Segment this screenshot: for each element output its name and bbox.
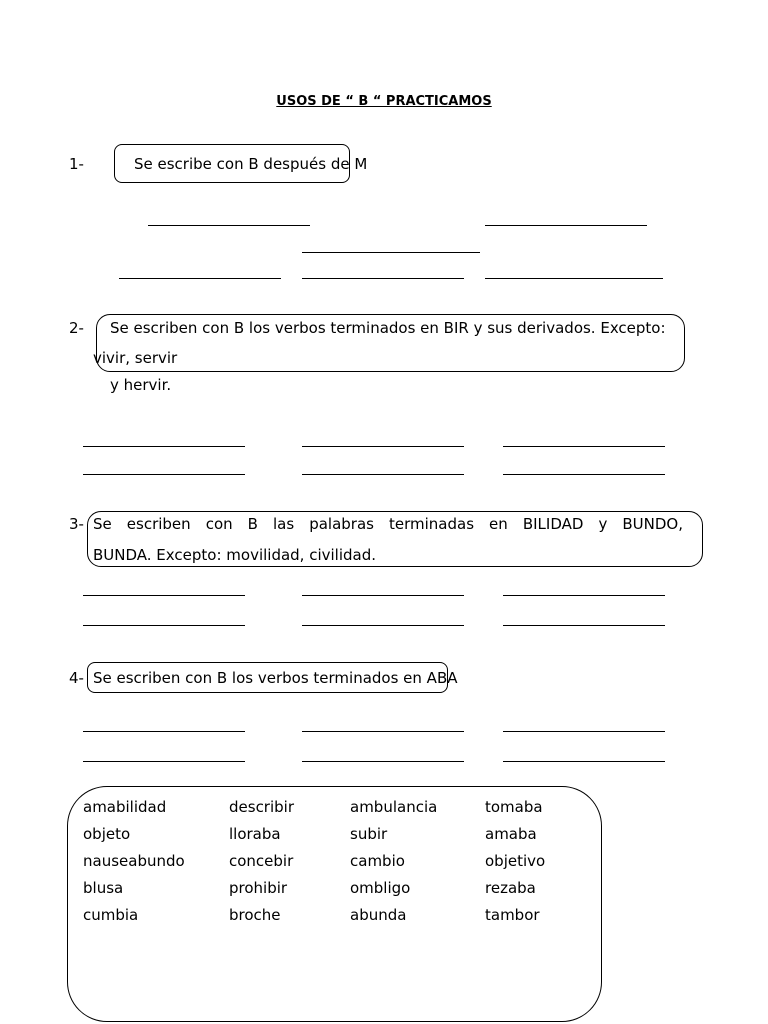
word-bank-word: abunda <box>350 906 407 924</box>
answer-line[interactable] <box>302 595 464 596</box>
section-3-rule-line-2: BUNDA. Excepto: movilidad, civilidad. <box>93 546 377 564</box>
word-bank-word: amaba <box>485 825 537 843</box>
section-2-rule-line-3: y hervir. <box>110 376 172 394</box>
word-bank-word: describir <box>229 798 295 816</box>
word-bank-word: tomaba <box>485 798 543 816</box>
section-2-rule-line-2: vivir, servir <box>93 349 178 367</box>
answer-line[interactable] <box>302 761 464 762</box>
answer-line[interactable] <box>302 474 464 475</box>
page-title: USOS DE “ B “ PRACTICAMOS <box>276 94 492 109</box>
section-3-rule-line-1: Se escriben con B las palabras terminadas en BILIDAD y BUNDO, <box>93 515 683 533</box>
answer-line[interactable] <box>83 595 245 596</box>
word-bank-word: cumbia <box>83 906 139 924</box>
word-bank-word: prohibir <box>229 879 288 897</box>
word-bank-word: objeto <box>83 825 131 843</box>
answer-line[interactable] <box>83 474 245 475</box>
answer-line[interactable] <box>503 474 665 475</box>
answer-line[interactable] <box>83 446 245 447</box>
word-bank-word: ambulancia <box>350 798 438 816</box>
answer-line[interactable] <box>485 225 647 226</box>
answer-line[interactable] <box>302 278 464 279</box>
answer-line[interactable] <box>83 761 245 762</box>
answer-line[interactable] <box>83 625 245 626</box>
answer-line[interactable] <box>148 225 310 226</box>
word-bank-word: ombligo <box>350 879 411 897</box>
answer-line[interactable] <box>302 446 464 447</box>
word-bank-word: rezaba <box>485 879 536 897</box>
word-bank-word: tambor <box>485 906 540 924</box>
word-bank-box <box>67 786 602 1022</box>
answer-line[interactable] <box>119 278 281 279</box>
answer-line[interactable] <box>302 252 480 253</box>
word-bank-word: nauseabundo <box>83 852 185 870</box>
section-1-number: 1- <box>69 155 84 173</box>
word-bank-word: blusa <box>83 879 124 897</box>
answer-line[interactable] <box>503 446 665 447</box>
word-bank-word: subir <box>350 825 388 843</box>
section-2-rule-line-1: Se escriben con B los verbos terminados en BIR y sus derivados. Excepto: <box>110 319 666 337</box>
answer-line[interactable] <box>302 731 464 732</box>
answer-line[interactable] <box>503 761 665 762</box>
answer-line[interactable] <box>503 731 665 732</box>
section-1-rule: Se escribe con B después de M <box>134 155 368 173</box>
word-bank-word: cambio <box>350 852 405 870</box>
word-bank-word: objetivo <box>485 852 546 870</box>
answer-line[interactable] <box>302 625 464 626</box>
word-bank-word: concebir <box>229 852 294 870</box>
word-bank-word: amabilidad <box>83 798 167 816</box>
section-4-rule: Se escriben con B los verbos terminados en ABA <box>93 669 458 687</box>
word-bank-word: lloraba <box>229 825 281 843</box>
word-bank-word: broche <box>229 906 281 924</box>
section-4-number: 4- <box>69 669 84 687</box>
section-3-number: 3- <box>69 515 84 533</box>
answer-line[interactable] <box>83 731 245 732</box>
answer-line[interactable] <box>485 278 663 279</box>
answer-line[interactable] <box>503 625 665 626</box>
answer-line[interactable] <box>503 595 665 596</box>
section-2-number: 2- <box>69 319 84 337</box>
